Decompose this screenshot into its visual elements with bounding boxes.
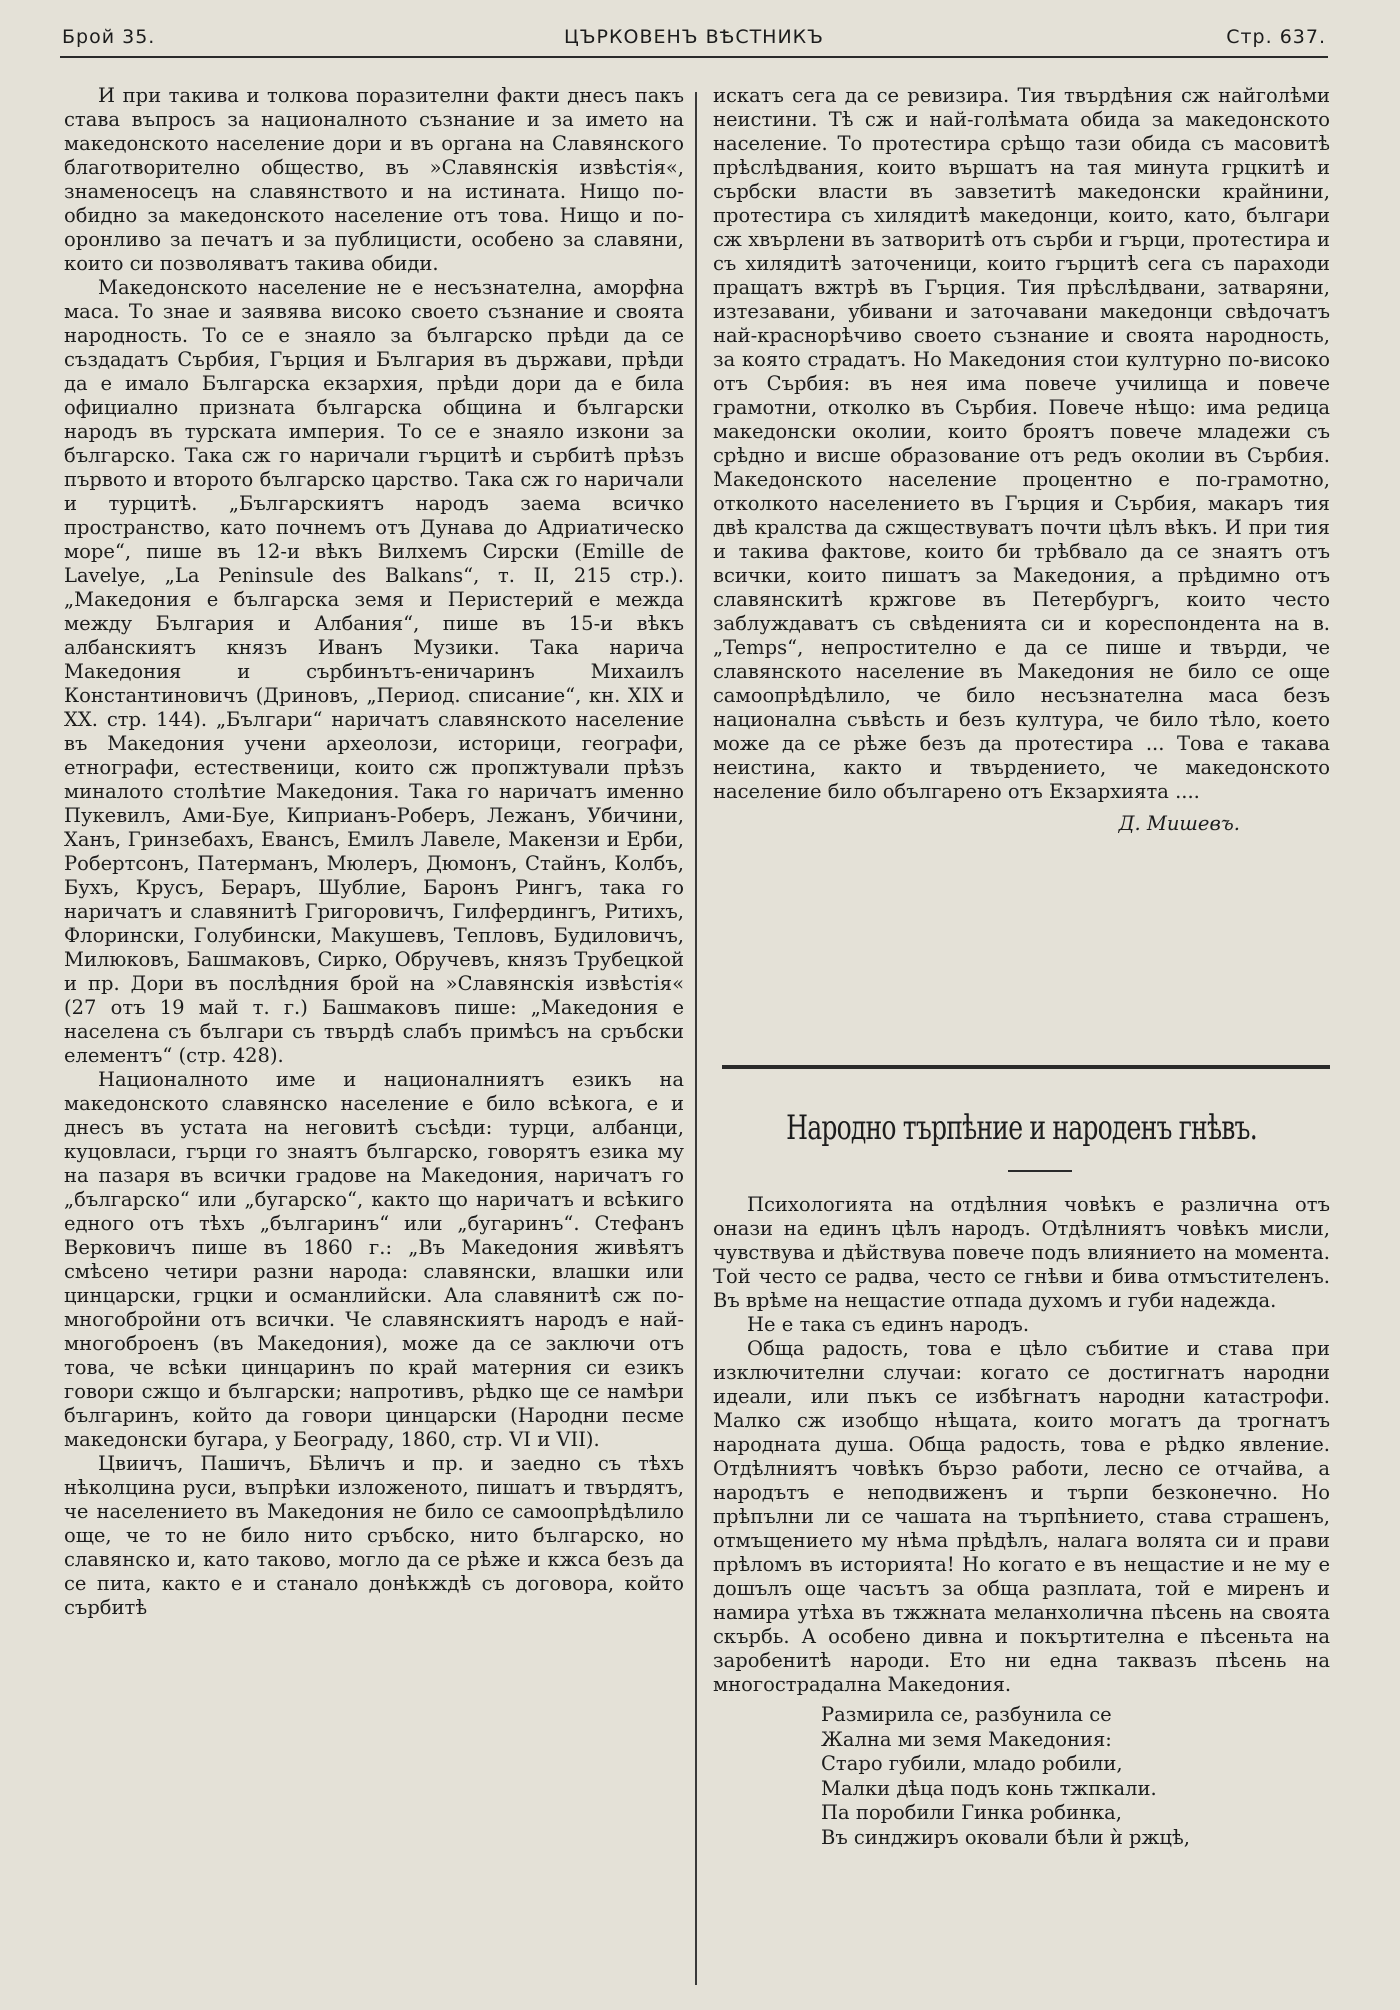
newspaper-title: ЦЪРКОВЕНЪ ВѢСТНИКЪ [563, 26, 824, 48]
page-header [60, 22, 1328, 58]
poem-line: Въ синджиръ оковали бѣли ѝ ржцѣ, [821, 1825, 1190, 1849]
article-title: Народно търпѣние и народенъ гнѣвъ. [786, 1108, 1257, 1148]
right-column [713, 84, 1330, 836]
poem-line: Размирила се, разбунила се [821, 1703, 1112, 1726]
paragraph: Цвиичъ, Пашичъ, Бѣличъ и пр. и заедно съ тѣхъ нѣколцина руси, въпрѣки изложеното, пишатъ и твърдятъ, че населението въ Македония не било се самоопрѣдѣлило още, че то не било нито сръбско, нито българско, но славянско и, като таково, могло да се рѣже и кжса безъ да се пита, както е и станало донѣкждѣ съ договора, който сърбитѣ [64, 1452, 684, 1619]
poem [821, 1703, 1330, 1850]
poem-line: Жална ми земя Македония: [821, 1727, 1112, 1751]
issue-number: Брой 35. [62, 26, 156, 48]
title-underline [1008, 1170, 1072, 1172]
paragraph: Македонското население не е несъзнателна, аморфна маса. То знае и заявява високо своето съзнание и своята народность. То се е знаяло за българско прѣди да се създадатъ Сърбия, Гърция и България въ държави, прѣди да е имало Българска екзархия, прѣди дори да е била официално призната българска община и български народъ въ турската империя. То се е знаяло изкони за българско. Така сж го наричали гърцитѣ и сърбитѣ прѣзъ първото и второто българско царство. Така сж го наричали и турцитѣ. „Българскиятъ народъ заема всичко пространство, като почнемъ отъ Дунава до Адриатическо море“, пише въ 12-и вѣкъ Вилхемъ Сирски (Emille de Lavelye, „La Peninsule des Balkans“, т. II, 215 стр.). „Македония е българска земя и Перистерий е межда между България и Албания“, пише въ 15-и вѣкъ албанскиятъ князъ Иванъ Музики. Така нарича Македония и сърбинътъ-еничаринъ Михаилъ Константиновичъ (Дриновъ, „Период. списание“, кн. XIX и XX. стр. 144). „Българи“ наричатъ славянското население въ Македония учени археолози, историци, географи, етнографи, естественици, които сж пропжтували прѣзъ миналото столѣтие Македония. Така го наричатъ именно Пукевилъ, Ами-Буе, Киприанъ-Роберъ, Лежанъ, Убичини, Ханъ, Гринзебахъ, Евансъ, Емилъ Лавеле, Макензи и Ерби, Робертсонъ, Патерманъ, Мюлеръ, Дюмонъ, Стайнъ, Колбъ, Бухъ, Крусъ, Бераръ, Шублие, Баронъ Рингъ, така го наричатъ и славянитѣ Григоровичъ, Гилфердингъ, Ритихъ, Флорински, Голубински, Макушевъ, Тепловъ, Будиловичъ, Милюковъ, Башмаковъ, Сирко, Обручевъ, князъ Трубецкой и пр. Дори въ послѣдния брой на »Славянскія извѣстія« (27 отъ 19 май т. г.) Башмаковъ пише: „Македония е населена съ българи съ твърдѣ слабъ примѣсъ на сръбски елементъ“ (стр. 428). [64, 276, 684, 1067]
paragraph: И при такива и толкова поразителни факти днесъ пакъ става въпросъ за националното съзнание и за името на македонското население дори и въ органа на Славянского благотворително общество, въ »Славянскія извѣстія«, знаменосецъ на славянството и на истината. Нищо по-обидно за македонското население отъ това. Нищо и по-оронливо за печатъ и за публицисти, особено за славяни, които си позволяватъ такива обиди. [64, 84, 684, 275]
left-column [64, 84, 684, 1620]
article2-body [713, 1193, 1330, 1850]
article-separator [722, 1065, 1330, 1069]
page-number: Стр. 637. [1226, 26, 1326, 48]
poem-line: Старо губили, младо робили, [821, 1752, 1123, 1775]
paragraph: Не е така съ единъ народъ. [747, 1313, 1030, 1336]
column-divider [695, 92, 697, 1985]
paragraph: Националното име и националниятъ езикъ на македонското славянско население е било всѣкога, е и днесъ въ устата на неговитѣ съсѣди: турци, албанци, куцовласи, гърци го знаятъ българско, говорятъ езика му на пазаря въ всички градове на Македония, наричатъ го „българско“ или „бугарско“, както що наричатъ и всѣкиго едного отъ тѣхъ „българинъ“ или „бугаринъ“. Стефанъ Верковичъ пише въ 1860 г.: „Въ Македония живѣятъ смѣсено четири разни народа: славянски, влашки или цинцарски, грцки и османлийски. Ала славянитѣ сж по-многобройни отъ всички. Че славянскиятъ народъ е най-многоброенъ (въ Македония), може да се заключи отъ това, че всѣки цинцаринъ по край матерния си езикъ говори сжщо и български; напротивъ, рѣдко ще се намѣри българинъ, който да говори цинцарски (Народни песме македонски бугара, у Београду, 1860, стр. VI и VII). [64, 1068, 684, 1451]
poem-line: Малки дѣца подъ конь тжпкали. [821, 1776, 1157, 1800]
paragraph-continuation: искатъ сега да се ревизира. Тия твърдѣния сж найголѣми неистини. Тѣ сж и най-голѣмата обида за македонското население. То протестира срѣщо тази обида съ масовитѣ прѣслѣдвания, които вършатъ на тая минута грцкитѣ и сърбски власти въ завзетитѣ македонски крайнини, протестира съ хилядитѣ македонци, които, като, българи сж хвърлени въ затворитѣ отъ сърби и гърци, протестира и съ хилядитѣ заточеници, които гърцитѣ сега съ параходи пращатъ вжтрѣ въ Гърция. Тия прѣслѣдвани, затваряни, изтезавани, убивани и заточавани македонци свѣдочатъ най-краснорѣчиво своето съзнание и своята народность, за която страдатъ. Но Македония стои културно по-високо отъ Сърбия: въ нея има повече училища и повече грамотни, отколко въ Сърбия. Повече нѣщо: има редица македонски околии, които броятъ повече младежи съ срѣдно и висше образование отъ редъ околии въ Сърбия. Македонското население процентно е по-грамотно, отколкото населението въ Гърция и Сърбия, макаръ тия двѣ кралства да сжществуватъ почти цѣлъ вѣкъ. И при тия и такива фактове, които би трѣбвало да се знаятъ отъ всички, които пишатъ за Македония, а прѣдимно отъ славянскитѣ кржгове въ Петербургъ, които често заблуждаватъ съ свѣденията си и кореспондента на в. „Temps“, непростително е да се пише и твърди, че славянското население въ Македония не било се още самоопрѣдѣлило, че било несъзнателна маса безъ национална съвѣсть и безъ култура, че било тѣло, което може да се рѣже безъ да протестира ... Това е такава неистина, както и твърдението, че македонското население било обългарено отъ Екзархията .... [713, 84, 1330, 803]
paragraph: Психологията на отдѣлния човѣкъ е различна отъ онази на единъ цѣлъ народъ. Отдѣлниятъ човѣкъ мисли, чувствува и дѣйствува повече подъ влиянието на момента. Той често се радва, често се гнѣви и бива отмъстителенъ. Въ врѣме на нещастие отпада духомъ и губи надежда. [713, 1193, 1330, 1312]
paragraph: Обща радость, това е цѣло събитие и става при изключителни случаи: когато се достигнатъ народни идеали, или пъкъ се избѣгнатъ народни катастрофи. Малко сж изобщо нѣщата, които могатъ да трогнатъ народната душа. Обща радость, това е рѣдко явление. Отдѣлниятъ човѣкъ бързо работи, лесно се отчайва, а народътъ е неподвиженъ и търпи безконечно. Но прѣпълни ли се чашата на търпѣнието, става страшенъ, отмъщението му нѣма прѣдѣлъ, налага волята си и прави прѣломъ въ историята! Но когато е въ нещастие и не му е дошълъ още часътъ за обща разплата, той е миренъ и намира утѣха въ тжжната меланхолична пѣсень на своята скърбь. А особено дивна и покъртителна е пѣсеньта на заробенитѣ народи. Ето ни една таквазъ пѣсень на многострадална Македония. [713, 1337, 1330, 1696]
author-signature: Д. Мишевъ. [1118, 812, 1240, 835]
poem-line: Па поробили Гинка робинка, [821, 1801, 1122, 1824]
